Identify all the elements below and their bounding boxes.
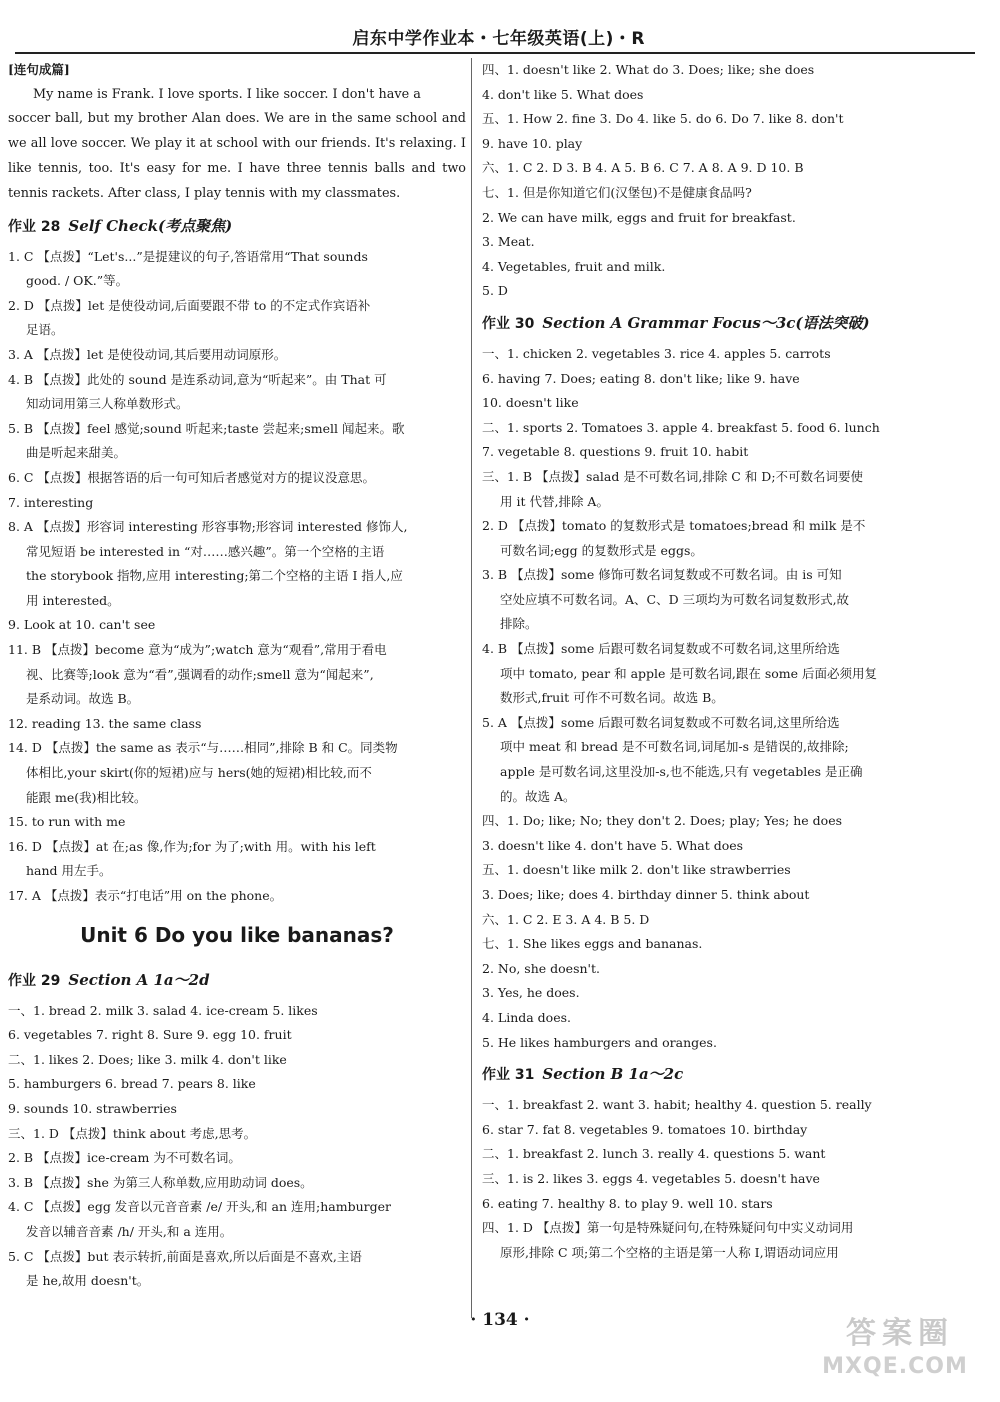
- answer-line: 体相比,your skirt(你的短裙)应与 hers(她的短裙)相比较,而不: [26, 765, 372, 781]
- answer-line: 2. We can have milk, eggs and fruit for breakfast.: [482, 209, 796, 225]
- section-heading-29: [8, 961, 466, 999]
- answer-line: 用 it 代替,排除 A。: [500, 493, 609, 509]
- section-number: 作业 31: [482, 1067, 535, 1084]
- watermark-logo: 答案圈: [846, 1316, 954, 1351]
- column-divider: [471, 58, 472, 1318]
- section-number: 作业 28: [8, 218, 61, 235]
- left-column: [8, 58, 466, 1294]
- answer-line: 2. No, she doesn't.: [482, 960, 600, 976]
- answer-line: 5. hamburgers 6. bread 7. pears 8. like: [8, 1076, 256, 1092]
- answer-line: 15. to run with me: [8, 814, 126, 830]
- answer-line: 6. having 7. Does; eating 8. don't like; like 9. have: [482, 370, 800, 386]
- answer-line: 4. Linda does.: [482, 1009, 571, 1025]
- answer-line: 七、1. She likes eggs and bananas.: [482, 936, 703, 952]
- answer-line: 一、1. chicken 2. vegetables 3. rice 4. apples 5. carrots: [482, 345, 831, 361]
- section-number: 作业 30: [482, 315, 535, 332]
- connect-heading: [连句成篇]: [8, 62, 70, 77]
- answer-line: 5. C 【点拨】but 表示转折,前面是喜欢,所以后面是不喜欢,主语: [8, 1248, 362, 1264]
- unit-title: Unit 6 Do you like bananas?: [80, 922, 394, 947]
- answer-line: 7. vegetable 8. questions 9. fruit 10. habit: [482, 444, 749, 460]
- answer-line: 四、1. D 【点拨】第一句是特殊疑问句,在特殊疑问句中实义动词用: [482, 1220, 854, 1236]
- answer-line: 5. D: [482, 283, 508, 299]
- answer-line: 是系动词。故选 B。: [26, 691, 140, 707]
- answer-line: 2. D 【点拨】tomato 的复数形式是 tomatoes;bread 和 milk 是不: [482, 518, 866, 534]
- answer-line: 二、1. sports 2. Tomatoes 3. apple 4. breakfast 5. food 6. lunch: [482, 419, 880, 435]
- answer-line: 常见短语 be interested in “对……感兴趣”。第一个空格的主语: [26, 543, 385, 559]
- answer-line: 9. have 10. play: [482, 135, 583, 151]
- answer-line: 4. Vegetables, fruit and milk.: [482, 258, 666, 274]
- answers-30: [482, 342, 942, 1055]
- answer-line: 六、1. C 2. E 3. A 4. B 5. D: [482, 911, 650, 927]
- answers-29-continued: [482, 58, 942, 304]
- answer-line: 5. He likes hamburgers and oranges.: [482, 1034, 717, 1050]
- answer-line: 2. D 【点拨】let 是使役动词,后面要跟不带 to 的不定式作宾语补: [8, 297, 371, 313]
- paragraph-rest: soccer ball, but my brother Alan does. We are in the same school and we all love soccer. We play it at school with our friends. It's relaxing. I like tennis, too. It's easy for me. I have three tennis balls and two tennis rackets. After class, I play tennis with my classmates.: [8, 111, 466, 201]
- section-title: Section B 1a～2c: [542, 1065, 684, 1084]
- answer-line: 五、1. How 2. fine 3. Do 4. like 5. do 6. Do 7. like 8. don't: [482, 111, 844, 127]
- answer-line: 是 he,故用 doesn't。: [26, 1273, 150, 1289]
- answer-line: 12. reading 13. the same class: [8, 715, 202, 731]
- answer-line: 3. doesn't like 4. don't have 5. What does: [482, 837, 744, 853]
- section-title: Self Check(考点聚焦): [68, 216, 233, 235]
- answer-line: 三、1. is 2. likes 3. eggs 4. vegetables 5. doesn't have: [482, 1170, 820, 1186]
- page-number: · 134 ·: [470, 1310, 530, 1330]
- answer-line: 4. B 【点拨】some 后跟可数名词复数或不可数名词,这里所给选: [482, 641, 840, 657]
- answer-line: 3. B 【点拨】some 修饰可数名词复数或不可数名词。由 is 可知: [482, 567, 842, 583]
- answer-line: 项中 meat 和 bread 是不可数名词,词尾加-s 是错误的,故排除;: [500, 739, 849, 755]
- answer-line: 17. A 【点拨】表示“打电话”用 on the phone。: [8, 888, 283, 904]
- section-heading-31: [482, 1055, 942, 1093]
- answer-line: 发音以辅音音素 /h/ 开头,和 a 连用。: [26, 1223, 233, 1239]
- answer-line: 7. interesting: [8, 494, 94, 510]
- section-heading-30: [482, 304, 942, 342]
- answer-line: 3. B 【点拨】she 为第三人称单数,应用助动词 does。: [8, 1174, 313, 1190]
- answer-line: 6. vegetables 7. right 8. Sure 9. egg 10. fruit: [8, 1027, 292, 1043]
- answer-line: 3. Does; like; does 4. birthday dinner 5. think about: [482, 887, 810, 902]
- answer-line: 可数名词;egg 的复数形式是 eggs。: [500, 542, 703, 558]
- answer-line: 三、1. D 【点拨】think about 考虑,思考。: [8, 1125, 257, 1141]
- answer-line: 3. A 【点拨】let 是使役动词,其后要用动词原形。: [8, 346, 287, 362]
- answer-line: 三、1. B 【点拨】salad 是不可数名词,排除 C 和 D;不可数名词要使: [482, 468, 864, 484]
- answer-line: 6. star 7. fat 8. vegetables 9. tomatoes 10. birthday: [482, 1121, 808, 1137]
- section-title: Section A 1a～2d: [68, 970, 210, 989]
- answer-line: 4. B 【点拨】此处的 sound 是连系动词,意为“听起来”。由 That 可: [8, 371, 387, 387]
- answer-line: good. / OK.”等。: [26, 273, 129, 289]
- answer-line: 4. C 【点拨】egg 发音以元音音素 /e/ 开头,和 an 连用;hamburger: [8, 1199, 391, 1215]
- answer-line: apple 是可数名词,这里没加-s,也不能选,只有 vegetables 是正确: [500, 764, 863, 780]
- answer-line: 项中 tomato, pear 和 apple 是可数名词,跟在 some 后面必须用复: [500, 665, 878, 681]
- right-column: [482, 58, 942, 1265]
- answer-line: 曲是听起来甜美。: [26, 445, 127, 461]
- answer-line: 8. A 【点拨】形容词 interesting 形容事物;形容词 interested 修饰人,: [8, 519, 408, 535]
- answer-line: 5. B 【点拨】feel 感觉;sound 听起来;taste 尝起来;smell 闻起来。歌: [8, 420, 405, 436]
- header-title: 启东中学作业本・七年级英语(上)・R: [352, 29, 645, 49]
- answer-line: 的。故选 A。: [500, 788, 576, 804]
- page-header: [15, 22, 975, 54]
- answers-31: [482, 1093, 942, 1265]
- answer-line: 14. D 【点拨】the same as 表示“与……相同”,排除 B 和 C。同类物: [8, 740, 398, 756]
- answers-29: [8, 999, 466, 1294]
- answer-line: 5. A 【点拨】some 后跟可数名词复数或不可数名词,这里所给选: [482, 714, 840, 730]
- answer-line: 二、1. likes 2. Does; like 3. milk 4. don't like: [8, 1051, 287, 1067]
- answer-line: 11. B 【点拨】become 意为“成为”;watch 意为“观看”,常用于看电: [8, 642, 387, 658]
- answer-line: 1. C 【点拨】“Let's...”是提建议的句子,答语常用“That sounds: [8, 248, 368, 264]
- answer-line: 原形,排除 C 项;第二个空格的主语是第一人称 I,谓语动词应用: [500, 1244, 839, 1260]
- answer-line: 六、1. C 2. D 3. B 4. A 5. B 6. C 7. A 8. A 9. D 10. B: [482, 160, 804, 176]
- section-heading-28: [8, 207, 466, 245]
- answer-line: 3. Meat.: [482, 234, 535, 250]
- section-title: Section A Grammar Focus～3c(语法突破): [542, 313, 870, 332]
- section-number: 作业 29: [8, 972, 61, 989]
- answer-line: 用 interested。: [26, 592, 120, 608]
- answer-line: 6. C 【点拨】根据答语的后一句可知后者感觉对方的提议没意思。: [8, 469, 375, 485]
- answer-line: 二、1. breakfast 2. lunch 3. really 4. questions 5. want: [482, 1146, 826, 1162]
- answer-line: 视、比赛等;look 意为“看”,强调看的动作;smell 意为“闻起来”,: [26, 666, 374, 682]
- answer-line: hand 用左手。: [26, 863, 112, 879]
- paragraph-first-line: My name is Frank. I love sports. I like soccer. I don't have a: [33, 86, 421, 102]
- answer-line: 一、1. breakfast 2. want 3. habit; healthy 4. question 5. really: [482, 1097, 872, 1113]
- answer-line: the storybook 指物,应用 interesting;第二个空格的主语 I 指人,应: [26, 568, 403, 584]
- answer-line: 6. eating 7. healthy 8. to play 9. well 10. stars: [482, 1195, 773, 1211]
- answer-line: 四、1. doesn't like 2. What do 3. Does; like; she does: [482, 62, 815, 77]
- answer-line: 五、1. doesn't like milk 2. don't like strawberries: [482, 862, 791, 878]
- answer-line: 能跟 me(我)相比较。: [26, 789, 147, 805]
- answer-line: 16. D 【点拨】at 在;as 像,作为;for 为了;with 用。with his left: [8, 838, 376, 854]
- answer-line: 知动词用第三人称单数形式。: [26, 396, 189, 412]
- answer-line: 3. Yes, he does.: [482, 985, 580, 1001]
- answer-line: 一、1. bread 2. milk 3. salad 4. ice-cream 5. likes: [8, 1002, 318, 1018]
- answer-line: 七、1. 但是你知道它们(汉堡包)不是健康食品吗?: [482, 184, 752, 200]
- answer-line: 四、1. Do; like; No; they don't 2. Does; play; Yes; he does: [482, 813, 843, 829]
- answer-line: 数形式,fruit 可作不可数名词。故选 B。: [500, 690, 724, 706]
- answer-line: 2. B 【点拨】ice-cream 为不可数名词。: [8, 1150, 241, 1166]
- watermark-url: MXQE.COM: [822, 1354, 968, 1379]
- answer-line: 9. Look at 10. can't see: [8, 617, 156, 633]
- answer-line: 10. doesn't like: [482, 395, 579, 411]
- answer-line: 空处应填不可数名词。A、C、D 三项均为可数名词复数形式,故: [500, 591, 850, 607]
- answer-line: 9. sounds 10. strawberries: [8, 1100, 177, 1116]
- answer-line: 4. don't like 5. What does: [482, 86, 644, 102]
- answer-line: 排除。: [500, 616, 538, 632]
- answers-28: [8, 245, 466, 909]
- answer-line: 足语。: [26, 322, 64, 338]
